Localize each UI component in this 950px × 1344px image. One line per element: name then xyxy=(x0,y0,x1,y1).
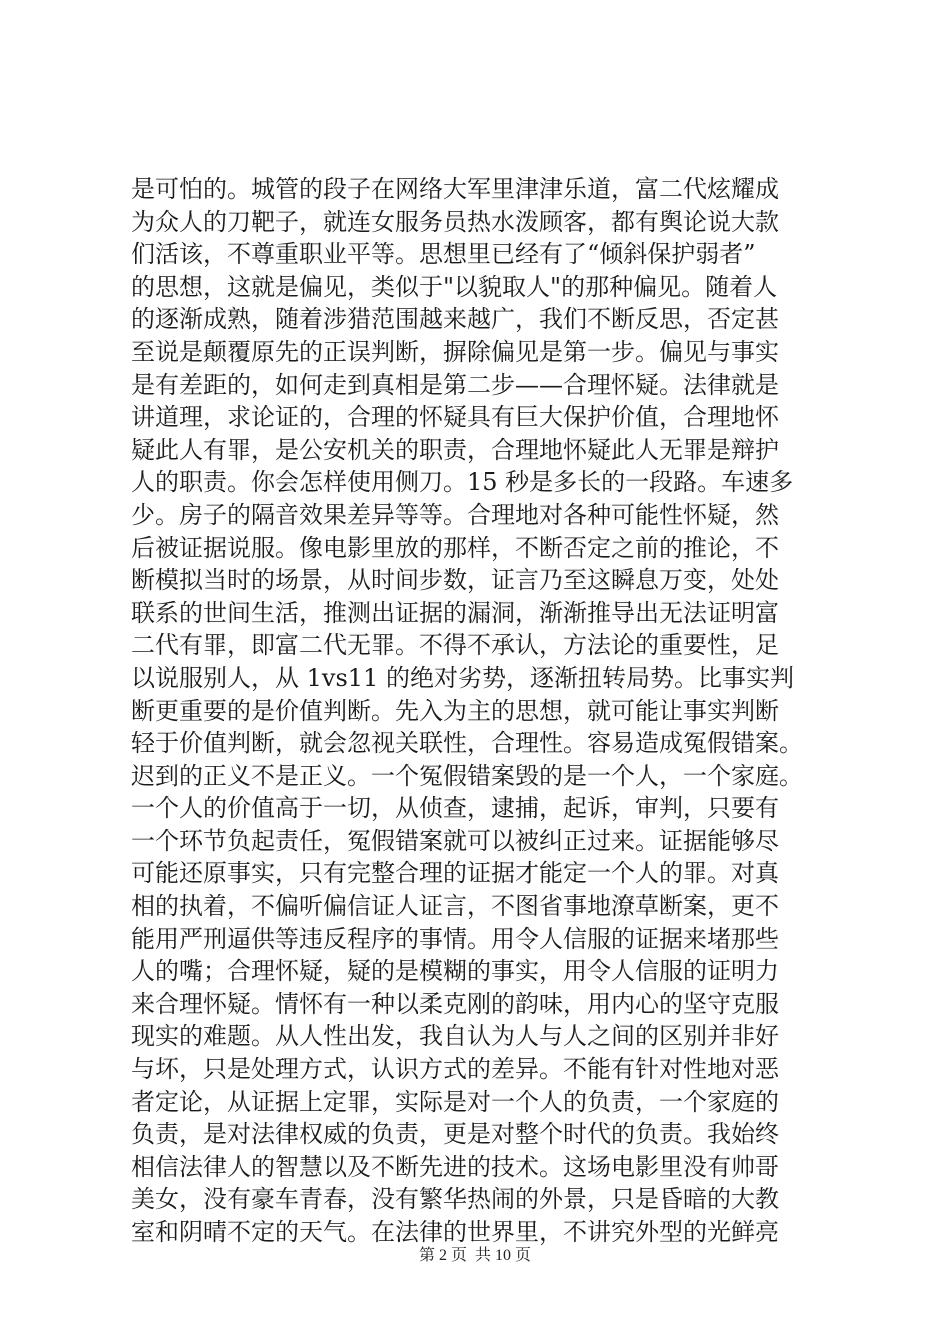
text-line: 来合理怀疑。情怀有一种以柔克刚的韵味，用内心的坚守克服 xyxy=(131,989,779,1018)
text-line: 可能还原事实，只有完整合理的证据才能定一个人的罪。对真 xyxy=(131,859,779,888)
text-line: 为众人的刀靶子，就连女服务员热水泼顾客，都有舆论说大款 xyxy=(131,207,779,236)
text-line: 们活该，不尊重职业平等。思想里已经有了“倾斜保护弱者” xyxy=(131,240,756,269)
text-line: 至说是颠覆原先的正误判断，摒除偏见是第一步。偏见与事实 xyxy=(131,337,779,366)
text-line: 人的职责。你会怎样使用侧刀。15 秒是多长的一段路。车速多 xyxy=(131,468,794,497)
text-line: 能用严刑逼供等违反程序的事情。用令人信服的证据来堵那些 xyxy=(131,924,779,953)
text-line: 室和阴晴不定的天气。在法律的世界里，不讲究外型的光鲜亮 xyxy=(131,1218,779,1246)
text-line: 断模拟当时的场景，从时间步数，证言乃至这瞬息万变，处处 xyxy=(131,566,779,595)
text-line: 断更重要的是价值判断。先入为主的思想，就可能让事实判断 xyxy=(131,696,779,725)
text-line: 疑此人有罪，是公安机关的职责，合理地怀疑此人无罪是辩护 xyxy=(131,435,779,464)
text-line: 一个环节负起责任，冤假错案就可以被纠正过来。证据能够尽 xyxy=(131,826,779,855)
text-line: 后被证据说服。像电影里放的那样，不断否定之前的推论，不 xyxy=(131,533,779,562)
text-line: 讲道理，求论证的，合理的怀疑具有巨大保护价值，合理地怀 xyxy=(131,403,779,432)
text-line: 相信法律人的智慧以及不断先进的技术。这场电影里没有帅哥 xyxy=(131,1152,779,1181)
text-line: 是有差距的，如何走到真相是第二步——合理怀疑。法律就是 xyxy=(131,370,779,399)
text-line: 与坏，只是处理方式，认识方式的差异。不能有针对性地对恶 xyxy=(131,1055,779,1084)
page-number-label: 第 2 页 共 10 页 xyxy=(418,1247,531,1264)
page-footer xyxy=(0,1242,950,1265)
text-line: 者定论，从证据上定罪，实际是对一个人的负责，一个家庭的 xyxy=(131,1087,779,1116)
text-line: 现实的难题。从人性出发，我自认为人与人之间的区别并非好 xyxy=(131,1022,779,1051)
text-line: 二代有罪，即富二代无罪。不得不承认，方法论的重要性，足 xyxy=(131,631,779,660)
text-line: 一个人的价值高于一切，从侦查，逮捕，起诉，审判，只要有 xyxy=(131,794,779,823)
text-line: 美女，没有豪车青春，没有繁华热闹的外景，只是昏暗的大教 xyxy=(131,1185,779,1214)
text-line: 的思想，这就是偏见，类似于"以貌取人"的那种偏见。随着人 xyxy=(131,272,778,301)
text-line: 轻于价值判断，就会忽视关联性，合理性。容易造成冤假错案。 xyxy=(131,729,803,758)
text-line: 以说服别人，从 1vs11 的绝对劣势，逐渐扭转局势。比事实判 xyxy=(131,663,794,692)
text-line: 少。房子的隔音效果差异等等。合理地对各种可能性怀疑，然 xyxy=(131,500,779,529)
text-line: 的逐渐成熟，随着涉猎范围越来越广，我们不断反思，否定甚 xyxy=(131,305,779,334)
text-line: 相的执着，不偏听偏信证人证言，不图省事地潦草断案，更不 xyxy=(131,892,779,921)
text-line: 迟到的正义不是正义。一个冤假错案毁的是一个人，一个家庭。 xyxy=(131,761,803,790)
text-line: 人的嘴；合理怀疑，疑的是模糊的事实，用令人信服的证明力 xyxy=(131,957,779,986)
text-line: 是可怕的。城管的段子在网络大军里津津乐道，富二代炫耀成 xyxy=(131,175,779,203)
text-line: 联系的世间生活，推测出证据的漏洞，渐渐推导出无法证明富 xyxy=(131,598,779,627)
document-body xyxy=(131,173,831,1249)
text-line: 负责，是对法律权威的负责，更是对整个时代的负责。我始终 xyxy=(131,1120,779,1149)
